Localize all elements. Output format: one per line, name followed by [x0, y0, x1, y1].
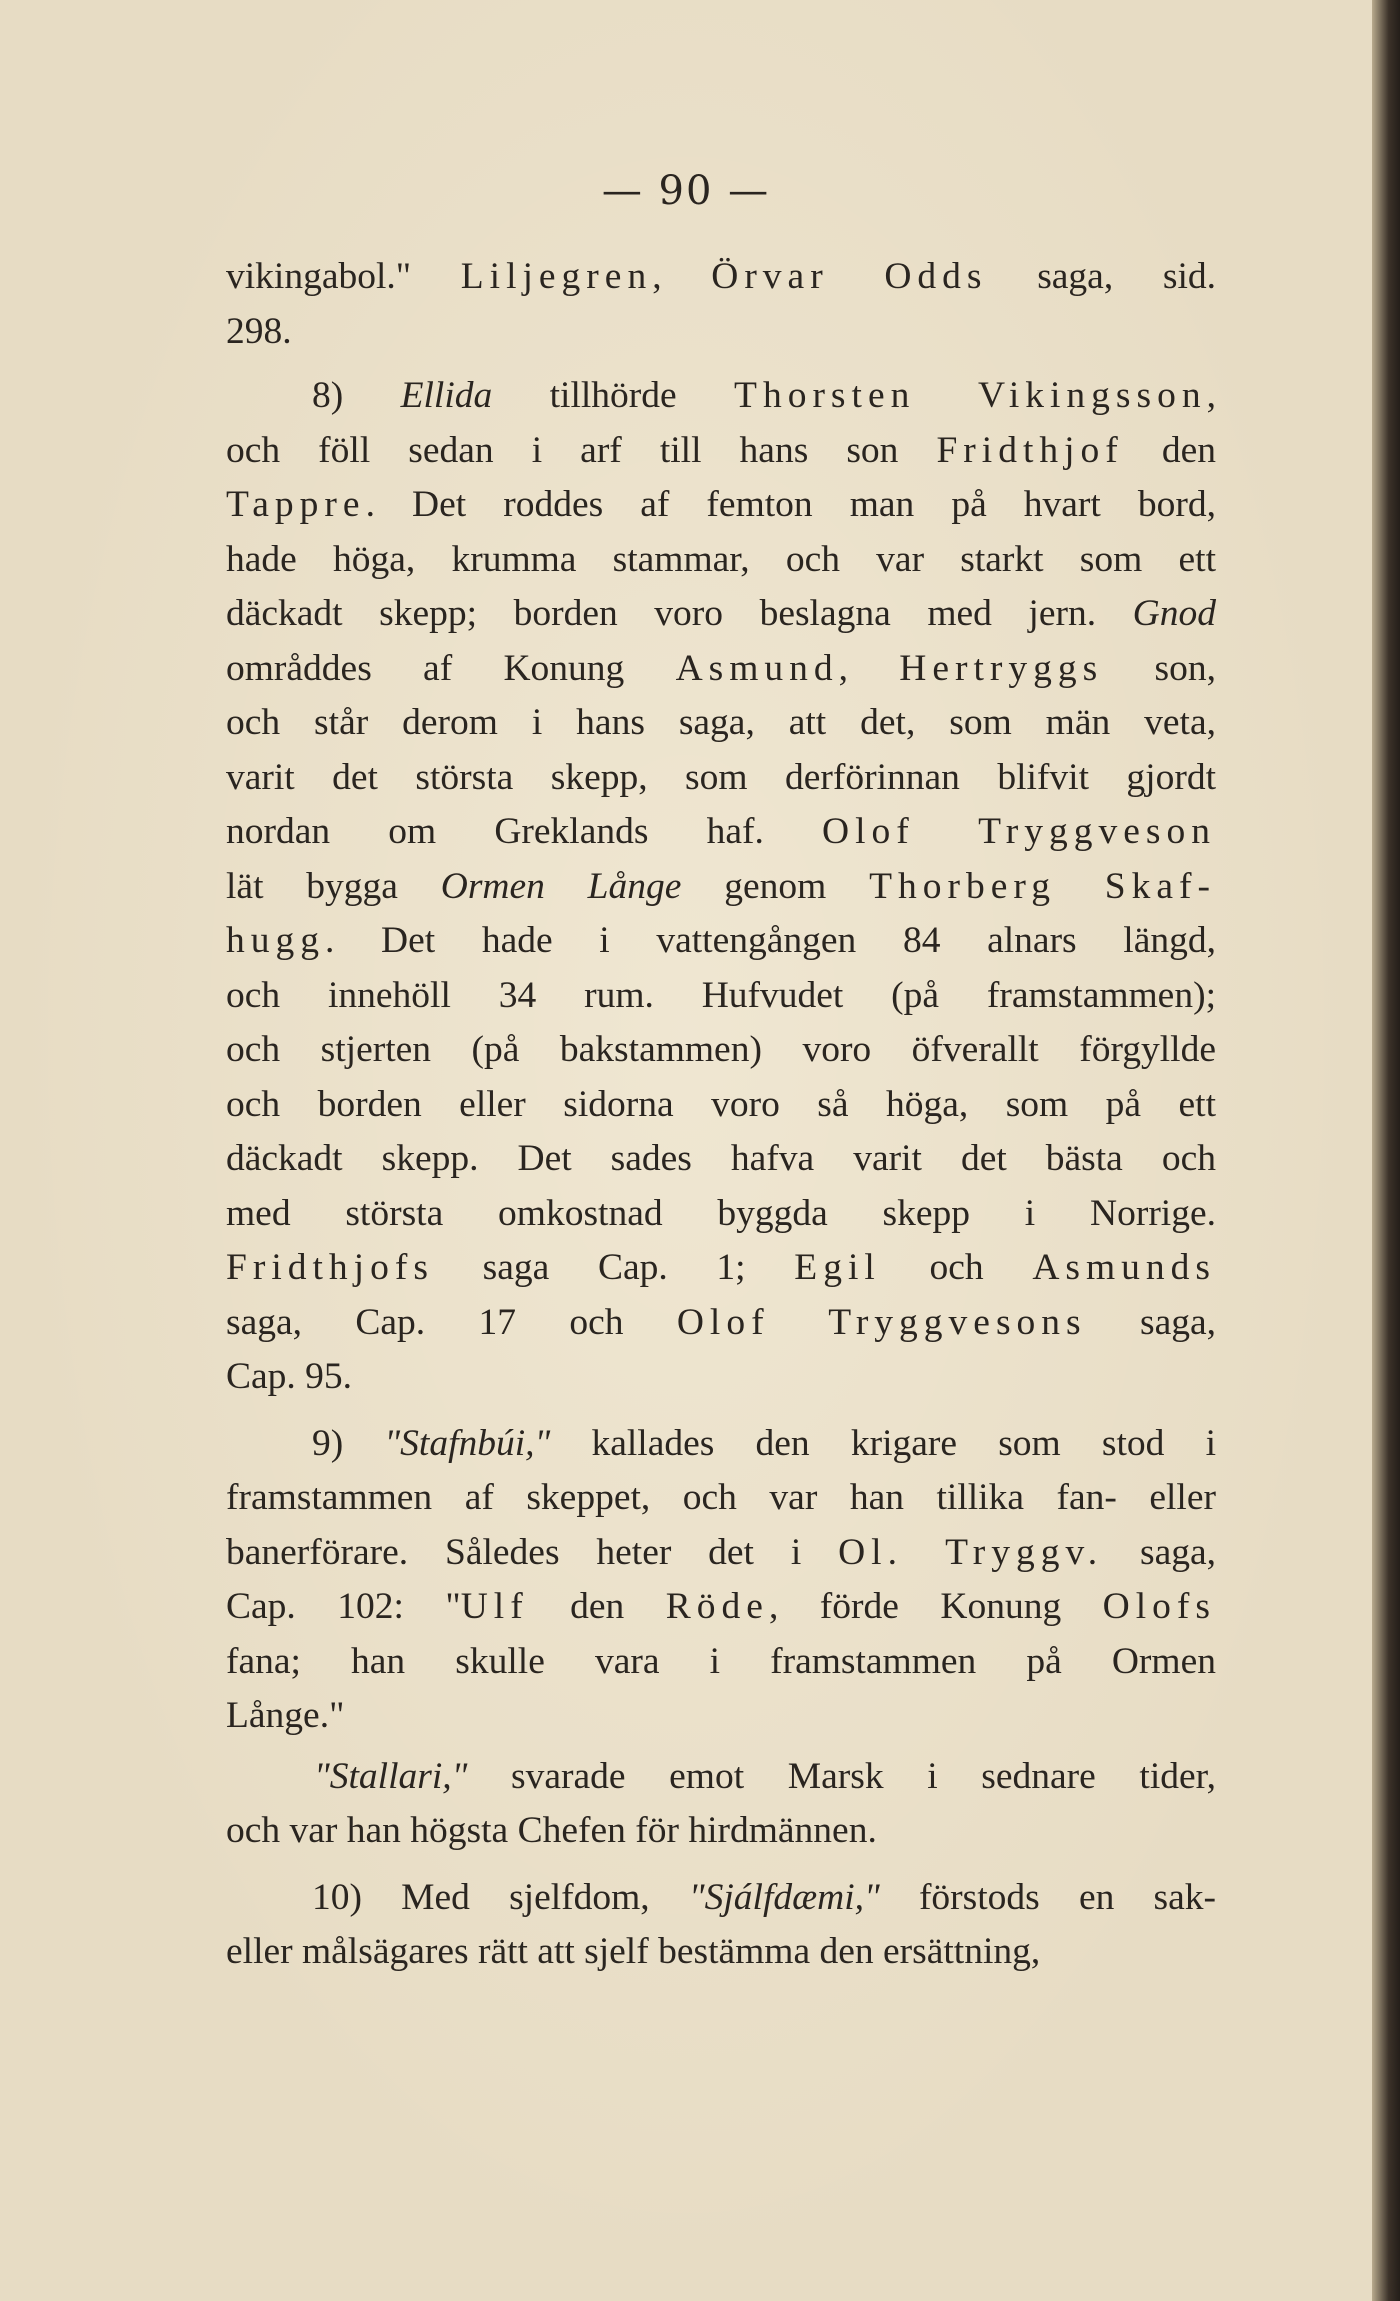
- spaced-name: Olofs: [1102, 1586, 1216, 1627]
- text-line: [226, 587, 1216, 642]
- text-run: Cap. 95.: [226, 1356, 353, 1397]
- page-text: [226, 250, 1216, 1980]
- spaced-name: Asmunds: [1032, 1247, 1216, 1288]
- spaced-name: Thorberg Skaf-: [869, 865, 1216, 907]
- text-run: kallades den krigare som stod i: [550, 1422, 1216, 1464]
- text-line: [226, 369, 1216, 424]
- spaced-name: Röde: [665, 1586, 769, 1627]
- text-run: saga, sid.: [987, 256, 1216, 297]
- note-9-stallari: [226, 1750, 1216, 1859]
- text-line: [226, 1023, 1216, 1078]
- text-line: [226, 1471, 1216, 1526]
- text-line: [226, 1132, 1216, 1187]
- spaced-name: hugg: [226, 920, 325, 961]
- text-line: [226, 1241, 1216, 1296]
- text-run: nordan om Greklands haf.: [226, 811, 822, 852]
- text-run: ,: [652, 256, 712, 297]
- italic-term: Ellida: [400, 375, 493, 416]
- text-line: [226, 1871, 1216, 1926]
- binding-edge: [1372, 0, 1400, 2301]
- text-run: och föll sedan i arf till hans son: [226, 429, 937, 471]
- italic-term: "Sjálfdæmi,": [688, 1876, 880, 1918]
- text-run: saga,: [1086, 1301, 1217, 1343]
- text-run: och stjerten (på bakstammen) voro öfverallt förgyllde: [226, 1029, 1216, 1070]
- spaced-name: Egil: [794, 1247, 881, 1288]
- text-run: 8): [312, 375, 401, 416]
- spaced-name: Asmund: [675, 647, 839, 689]
- italic-term: "Stafnbúi,": [384, 1422, 551, 1464]
- text-run: banerförare. Således heter det i: [226, 1531, 839, 1573]
- page-number: — 90 —: [601, 168, 771, 214]
- italic-term: Ormen Långe: [440, 865, 682, 907]
- spaced-name: Tappre: [226, 484, 366, 525]
- text-run: varit det största skepp, som derförinnan blifvit gjordt: [226, 756, 1216, 798]
- text-line: [226, 1635, 1216, 1690]
- text-run: . Det roddes af femton man på hvart bord,: [365, 484, 1216, 525]
- text-line: [226, 860, 1216, 915]
- text-line: [226, 751, 1216, 806]
- text-line: [226, 696, 1216, 751]
- text-run: och: [880, 1247, 1033, 1288]
- text-run: genom: [681, 865, 870, 907]
- text-run: tillhörde: [492, 375, 735, 416]
- text-run: och var han högsta Chefen för hirdmännen.: [226, 1810, 877, 1851]
- text-run: förstods en sak-: [879, 1876, 1216, 1918]
- text-run: fana; han skulle vara i framstammen på Ormen: [226, 1640, 1216, 1682]
- spaced-name: Ulf: [460, 1586, 529, 1627]
- text-line: [226, 1804, 1216, 1859]
- text-line: [226, 1296, 1216, 1351]
- note-8: [226, 369, 1216, 1405]
- text-run: ,: [838, 647, 900, 689]
- text-run: områddes af Konung: [226, 647, 676, 689]
- text-run: den: [1123, 429, 1216, 471]
- text-run: . Det hade i vattengången 84 alnars längd,: [325, 920, 1216, 961]
- text-run: däckadt skepp. Det sades hafva varit det bästa och: [226, 1138, 1216, 1179]
- spaced-name: Thorsten Vikingsson: [734, 375, 1207, 416]
- text-line: [226, 424, 1216, 479]
- text-run: , förde Konung: [768, 1586, 1103, 1627]
- text-line: [226, 1078, 1216, 1133]
- text-run: och innehöll 34 rum. Hufvudet (på framstammen);: [226, 974, 1216, 1016]
- text-run: vikingabol.": [226, 256, 461, 297]
- text-run: hade höga, krumma stammar, och var starkt som ett: [226, 538, 1216, 580]
- spaced-name: Ol. Tryggv.: [838, 1531, 1104, 1573]
- text-run: 10) Med sjelfdom,: [312, 1876, 689, 1918]
- text-line: [226, 1350, 1216, 1405]
- text-run: med största omkostnad byggda skepp i Norrige.: [226, 1192, 1216, 1234]
- text-run: Långe.": [226, 1695, 345, 1736]
- paragraph-continuation: [226, 250, 1216, 359]
- text-run: lät bygga: [226, 865, 441, 907]
- text-run: den: [528, 1586, 666, 1627]
- text-run: eller målsägares rätt att sjelf bestämma den ersättning,: [226, 1931, 1041, 1972]
- text-line: [226, 1925, 1216, 1980]
- text-run: svarade emot Marsk i sednare tider,: [467, 1755, 1216, 1797]
- text-line: [226, 1750, 1216, 1805]
- text-line: [226, 969, 1216, 1024]
- text-run: däckadt skepp; borden voro beslagna med jern.: [226, 593, 1133, 634]
- spaced-name: Olof Tryggvesons: [676, 1301, 1087, 1343]
- spaced-name: Hertryggs: [899, 647, 1104, 689]
- italic-term: "Stallari,": [314, 1755, 468, 1797]
- text-line: [226, 305, 1216, 360]
- text-line: [226, 1526, 1216, 1581]
- spaced-name: Fridthjof: [936, 429, 1124, 471]
- text-line: [226, 642, 1216, 697]
- text-run: 298.: [226, 310, 292, 352]
- note-9: [226, 1417, 1216, 1744]
- text-line: [226, 533, 1216, 588]
- text-line: [226, 478, 1216, 533]
- text-line: [226, 250, 1216, 305]
- spaced-name: Örvar Odds: [711, 256, 988, 297]
- text-line: [226, 1689, 1216, 1744]
- italic-term: Gnod: [1132, 593, 1216, 634]
- text-line: [226, 805, 1216, 860]
- text-run: saga, Cap. 17 och: [226, 1301, 677, 1343]
- text-run: 9): [312, 1422, 385, 1464]
- text-run: son,: [1103, 647, 1216, 689]
- text-line: [226, 1187, 1216, 1242]
- text-line: [226, 1417, 1216, 1472]
- spaced-name: Fridthjofs: [226, 1247, 434, 1288]
- spaced-name: Liljegren: [460, 256, 653, 297]
- text-run: saga,: [1103, 1531, 1216, 1573]
- text-line: [226, 914, 1216, 969]
- text-run: Cap. 102: ": [226, 1586, 461, 1627]
- text-run: framstammen af skeppet, och var han tillika fan- eller: [226, 1477, 1216, 1518]
- text-run: och borden eller sidorna voro så höga, som på ett: [226, 1083, 1216, 1125]
- note-10: [226, 1871, 1216, 1980]
- spaced-name: Olof Tryggveson: [821, 811, 1216, 852]
- text-run: och står derom i hans saga, att det, som män veta,: [226, 702, 1216, 743]
- text-run: ,: [1206, 375, 1216, 416]
- text-line: [226, 1580, 1216, 1635]
- text-run: saga Cap. 1;: [433, 1247, 795, 1288]
